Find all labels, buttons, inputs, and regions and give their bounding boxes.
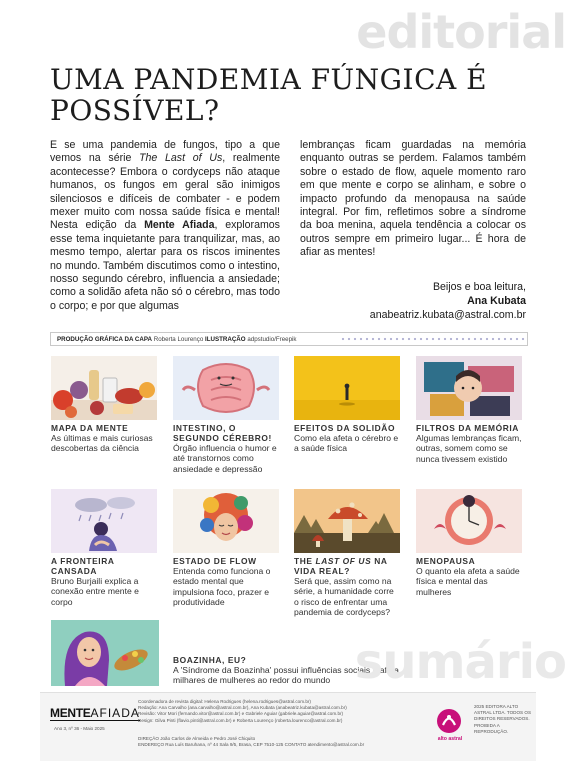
card-menopausa[interactable] bbox=[416, 489, 522, 597]
card-filtros-memoria[interactable] bbox=[416, 356, 522, 464]
edition-info: Ano 3, nº 36 - Maio 2025 bbox=[54, 726, 105, 731]
series-title: The Last of Us bbox=[139, 152, 223, 165]
editorial-text-a: E se uma pandemia de fungos, tipo a que vemos na série bbox=[50, 139, 280, 165]
credit-value-cover: Roberta Lourenço bbox=[153, 336, 204, 343]
staff-line: Revisão: Vitor Mori (fernando.vitor@astral.com.br) e Gabriele Aguiar (gabriele.aguiar@astral.com.br) bbox=[138, 711, 344, 717]
alto-astral-wordmark: alto astral bbox=[437, 736, 463, 742]
legal-line: DIREITOS RESERVADOS. bbox=[474, 716, 530, 722]
card-title: A FRONTEIRA CANSADA bbox=[51, 556, 115, 576]
flow-state-illustration bbox=[173, 489, 279, 553]
staff-line: Design: Gilva Pinti (flavio.pinti@astral.com.br) e Roberta Lourenço (roberta.lourenco@astral.com.br) bbox=[138, 717, 343, 723]
food-illustration bbox=[51, 356, 157, 420]
card-description: Bruno Burjaili explica a conexão entre mente e corpo bbox=[51, 576, 139, 607]
legal-line: ASTRAL LTDA. TODOS OS bbox=[474, 710, 532, 716]
alto-astral-logo-icon bbox=[434, 706, 464, 736]
signature-block bbox=[300, 280, 526, 322]
address-line: ENDEREÇO Rua Luís Baruhana, nº 44 Sala 9/5, Brasa, CEP 7510-125 CONTATO atendimento@astral.com.br bbox=[138, 742, 365, 748]
closing-line: Beijos e boa leitura, bbox=[432, 281, 526, 293]
staff-line: Coordenadora de revista digital: Helena Rodrigues (helena.rodrigues@astral.com.br) bbox=[138, 699, 311, 704]
logo-part-afiada: AFIADA bbox=[90, 706, 140, 720]
card-description: A 'Síndrome da Boazinha' possui influências sociais e afeta milhares de mulheres ao redor do mundo bbox=[173, 665, 399, 686]
author-email[interactable]: anabeatriz.kubata@astral.com.br bbox=[369, 309, 526, 321]
author-name: Ana Kubata bbox=[467, 295, 526, 307]
magazine-name: Mente Afiada bbox=[144, 219, 215, 232]
intestine-illustration bbox=[173, 356, 279, 420]
card-title-post: NA VIDA REAL? bbox=[294, 556, 388, 576]
legal-line: 2025 EDITORA ALTO bbox=[474, 704, 519, 709]
card-solidao[interactable] bbox=[294, 356, 400, 454]
page-title: UMA PANDEMIA FÚNGICA É POSSÍVEL? bbox=[50, 63, 488, 127]
legal-notice bbox=[474, 704, 534, 735]
card-description: Entenda como funciona o estado mental que impulsiona foco, prazer e produtividade bbox=[173, 566, 271, 607]
card-fronteira-cansada[interactable] bbox=[51, 489, 157, 607]
card-title: MAPA DA MENTE bbox=[51, 423, 129, 433]
card-title: BOAZINHA, EU? bbox=[173, 655, 247, 665]
address-line: DIREÇÃO João Carlos de Almeida e Pedro José Chiquito bbox=[138, 736, 256, 741]
dotted-divider bbox=[340, 337, 525, 341]
staff-line: Redação: Ana Carvalho (ana.carvalho@astral.com.br), Ana Kubata (anabeatriz.kubata@astral.com.br) bbox=[138, 705, 347, 711]
card-title bbox=[294, 556, 400, 576]
lonely-figure-illustration bbox=[294, 356, 400, 420]
card-title: ESTADO DE FLOW bbox=[173, 556, 257, 566]
editorial-paragraph-2: lembranças ficam guardadas na memória enquanto outras se perdem. Falamos também sobre o estado de flow, aquele momento raro em que mente e corpo se alinham, e sobre o impacto profundo da menopausa na saúde integral. Por fim, refletimos sobre a síndrome da boa menina, aquela tendência a colocar os outros sempre em primeiro lugar... É hora de afiar as mentes! bbox=[300, 139, 526, 259]
legal-line: PROIBIDA A REPRODUÇÃO. bbox=[474, 722, 509, 734]
girl-illustration bbox=[51, 620, 159, 686]
staff-list bbox=[138, 699, 378, 724]
card-description: Órgão influencia o humor e até transtornos como ansiedade e depressão bbox=[173, 443, 277, 474]
card-last-of-us[interactable] bbox=[294, 489, 400, 617]
menopause-illustration bbox=[416, 489, 522, 553]
mushroom-illustration bbox=[294, 489, 400, 553]
card-description: Como ela afeta o cérebro e a saúde física bbox=[294, 433, 399, 454]
mente-afiada-logo bbox=[50, 706, 140, 721]
credit-label-illustration: ILUSTRAÇÃO bbox=[205, 336, 246, 343]
card-intestino[interactable] bbox=[173, 356, 279, 474]
logo-part-mente: MENTE bbox=[50, 706, 91, 720]
card-estado-flow[interactable] bbox=[173, 489, 279, 607]
publisher-address bbox=[138, 736, 418, 748]
card-title: EFEITOS DA SOLIDÃO bbox=[294, 423, 396, 433]
memory-collage-illustration bbox=[416, 356, 522, 420]
card-title-series: LAST OF US bbox=[315, 556, 372, 566]
editorial-column-1 bbox=[50, 139, 280, 313]
tired-woman-illustration bbox=[51, 489, 157, 553]
card-title: INTESTINO, O SEGUNDO CÉREBRO! bbox=[173, 423, 272, 443]
editorial-text-b: , realmente acontecesse? Embora o cordyceps não ataque humanos, os fungos em geral são inimigos silenciosos e difíceis de combater - e podem mexer muito com nossa saúde física e mental! Nesta edição da bbox=[50, 152, 281, 232]
card-description: As últimas e mais curiosas descobertas da ciência bbox=[51, 433, 153, 454]
editorial-paragraph-1 bbox=[50, 139, 280, 313]
card-description: Será que, assim como na série, a humanidade corre o risco de enfrentar uma pandemia de cordyceps? bbox=[294, 576, 394, 617]
section-watermark-sumario: sumário bbox=[354, 634, 566, 690]
section-watermark-editorial: editorial bbox=[356, 5, 566, 59]
card-title: FILTROS DA MEMÓRIA bbox=[416, 423, 519, 433]
editorial-text-c: , exploramos esse tema inquietante para tranquilizar, mas, ao mesmo tempo, alertar para os riscos iminentes no mundo. Também discutimos como o intestino, nosso segundo cérebro, influencia a ansiedade; como a solidão afeta não só o cérebro, mas todo o corpo; e por que algumas bbox=[50, 219, 280, 312]
editorial-column-2 bbox=[300, 139, 526, 260]
card-title-pre: THE bbox=[294, 556, 316, 566]
card-mapa-da-mente[interactable] bbox=[51, 356, 157, 454]
card-title: MENOPAUSA bbox=[416, 556, 476, 566]
card-description: O quanto ela afeta a saúde física e mental das mulheres bbox=[416, 566, 520, 597]
card-description: Algumas lembranças ficam, outras, somem como se nunca tivessem existido bbox=[416, 433, 522, 464]
credit-value-illustration: adpstudio/Freepik bbox=[247, 336, 297, 343]
credit-label-cover: PRODUÇÃO GRÁFICA DA CAPA bbox=[57, 336, 152, 343]
